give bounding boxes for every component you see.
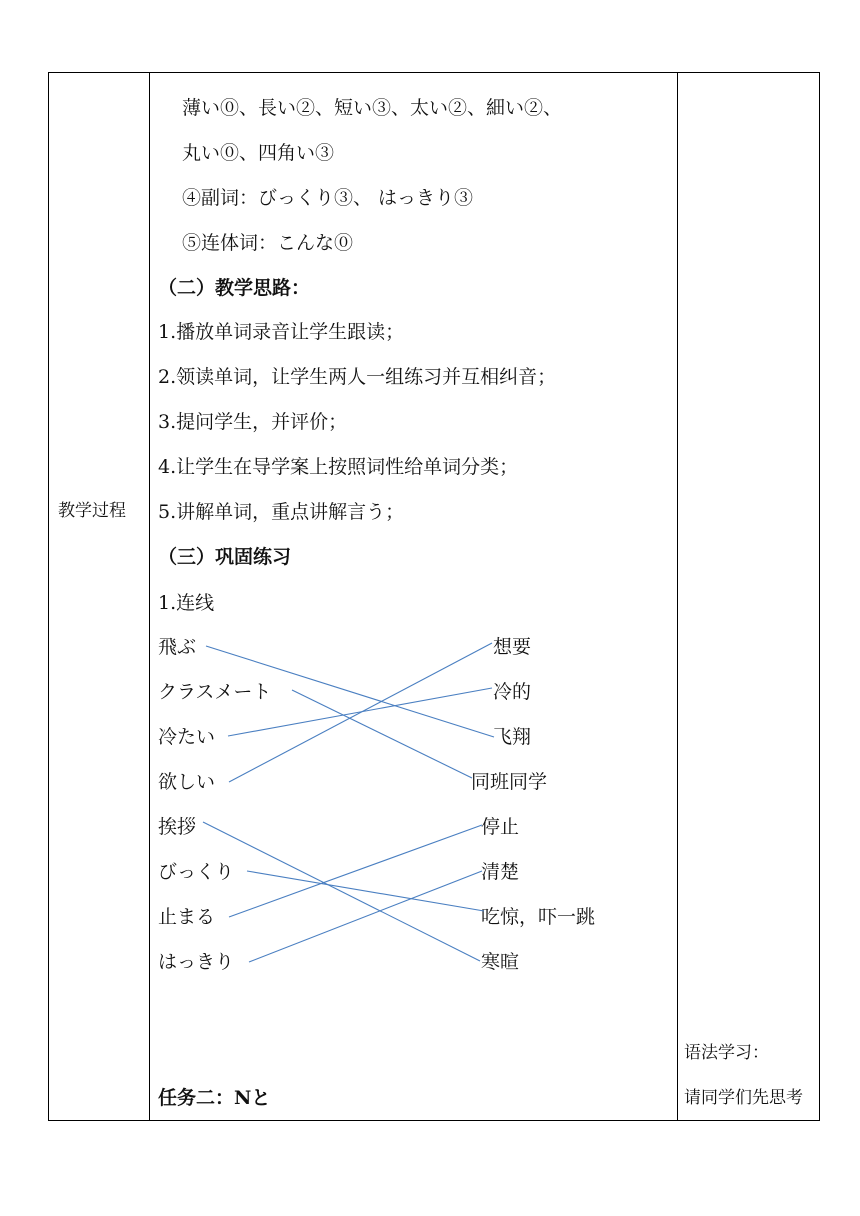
approach-step: 2.领读单词，让学生两人一组练习并互相纠音； [158, 366, 557, 388]
approach-heading: （二）教学思路： [158, 277, 311, 299]
match-connector-line [203, 822, 480, 961]
match-right-item: 飞翔 [493, 726, 532, 748]
match-connector-line [229, 643, 492, 782]
row-label: 教学过程 [58, 501, 126, 521]
approach-step: 5.讲解单词，重点讲解言う； [158, 501, 405, 523]
task2-heading: 任务二：Nと [158, 1087, 271, 1109]
match-connector-line [249, 871, 482, 962]
match-right-item: 冷的 [493, 681, 532, 703]
match-left-item: びっくり [158, 861, 235, 883]
adjectives-line-1: 薄い⓪、長い②、短い③、太い②、細い②、 [182, 97, 563, 119]
match-right-item: 停止 [481, 816, 520, 838]
match-left-item: 止まる [158, 906, 216, 928]
match-right-item: 寒暄 [481, 951, 520, 973]
side-note: 语法学习： [684, 1043, 769, 1063]
match-right-item: 吃惊，吓一跳 [481, 906, 596, 928]
match-connector-line [206, 646, 494, 737]
match-right-item: 同班同学 [471, 771, 548, 793]
match-left-item: 冷たい [158, 726, 216, 748]
side-note: 请同学们先思考 [684, 1088, 803, 1108]
match-connector-line [247, 871, 484, 911]
approach-step: 4.让学生在导学案上按照词性给单词分类； [158, 456, 519, 478]
match-left-item: 挨拶 [158, 816, 197, 838]
match-right-item: 想要 [493, 636, 532, 658]
match-connector-line [229, 825, 482, 917]
match-right-item: 清楚 [481, 861, 520, 883]
adjectives-line-2: 丸い⓪、四角い③ [182, 142, 335, 164]
rentaishi-line: ⑤连体词：こんな⓪ [182, 232, 354, 254]
match-left-item: 飛ぶ [158, 636, 197, 658]
adverbs-line: ④副词：びっくり③、 はっきり③ [182, 187, 474, 209]
exercise-title: 1.连线 [158, 592, 215, 614]
practice-heading: （三）巩固练习 [158, 546, 292, 568]
match-left-item: 欲しい [158, 771, 216, 793]
match-left-item: クラスメート [158, 681, 272, 703]
match-left-item: はっきり [158, 951, 235, 973]
approach-step: 3.提问学生，并评价； [158, 411, 348, 433]
approach-step: 1.播放单词录音让学生跟读； [158, 321, 405, 343]
